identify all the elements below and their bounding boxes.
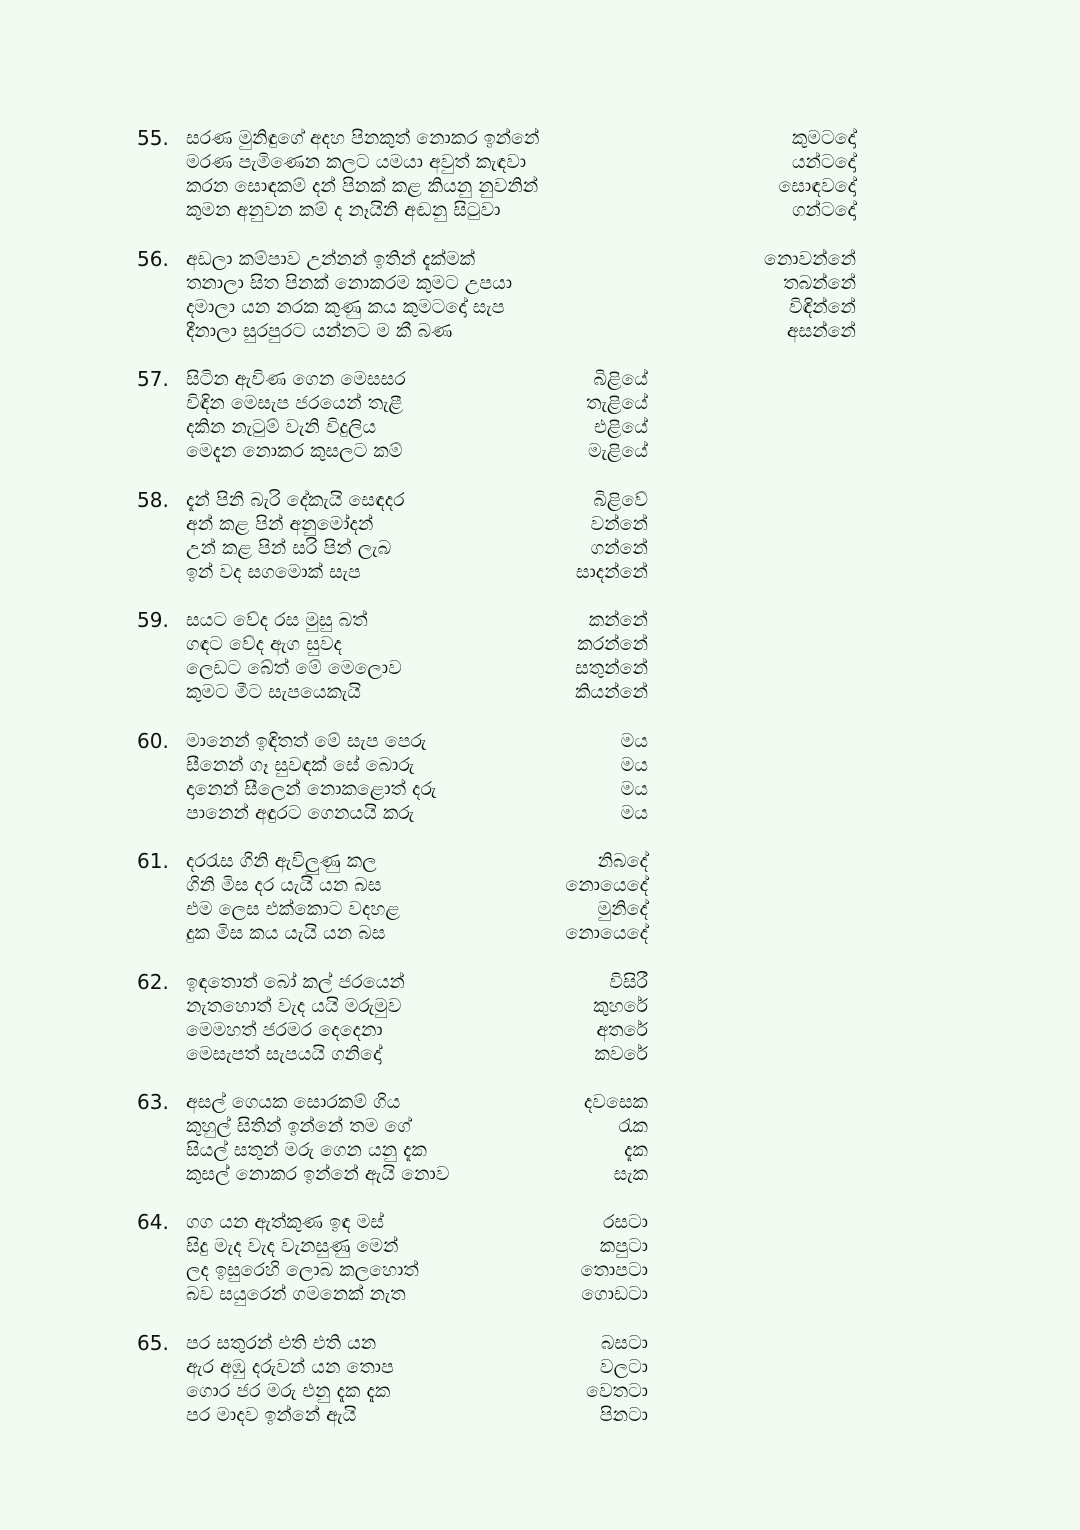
verse-line-ending: මුනිදේ (597, 898, 648, 920)
verse-line: බව සයුරෙන් ගමනෙක් නැත (186, 1283, 406, 1305)
verse-line-ending: කපුටා (599, 1235, 648, 1257)
verse-line-ending: මය (620, 802, 648, 824)
verse-line-ending: විඳින්නේ (788, 296, 856, 318)
verse-line-ending: මැළියේ (587, 440, 648, 462)
verse-line-ending: ගන්නේ (590, 537, 648, 559)
verse-line-ending: කවරේ (594, 1043, 648, 1065)
verse-line: ඉන් වද සගමොක් සැප (186, 561, 361, 583)
stanza-number: 63. (137, 1090, 169, 1114)
verse-line: දුක මිස කය යැයි යන බස (186, 922, 386, 944)
verse-line: සියල් සතුන් මරු ගෙන යනු දැක (186, 1139, 427, 1161)
verse-line: විඳින මෙසැප ජරයෙන් තැළී (186, 392, 403, 414)
verse-line: ඇර අඹු දරුවන් යන තොප (186, 1356, 394, 1378)
verse-line: කුමන අනුවන කම් ද නෑයිනි අඬනු සිටුවා (186, 199, 501, 221)
verse-line: ලෙඩට බේත් මේ මෙලොව (186, 657, 402, 679)
verse-line: පර සතුරන් එති එති යන (186, 1332, 377, 1354)
verse-line: ලද ඉසුරෙහි ලොබ කලහොත් (186, 1259, 419, 1281)
verse-line: සිදු මැද වැද වැනසුණු මෙන් (186, 1235, 399, 1257)
verse-line-ending: බිළිවේ (593, 489, 648, 511)
verse-line-ending: ගන්ටදෝ (791, 199, 856, 221)
verse-line-ending: කන්නේ (588, 609, 648, 631)
verse-line: සිටින ඇවිණ ගෙන මෙසසර (186, 368, 406, 390)
verse-line: මෙමහත් ජරමර දෙදෙනා (186, 1019, 383, 1041)
verse-line-ending: සොඳවදෝ (778, 175, 856, 197)
verse-line-ending: කුහරේ (593, 995, 648, 1017)
verse-line-ending: සාදන්නේ (575, 561, 648, 583)
verse-line: කුසල් නොකර ඉන්නේ ඇයි නොව (186, 1163, 450, 1185)
verse-line: දකින නැටුම් වැනි විදුලිය (186, 416, 377, 438)
stanza-number: 59. (137, 608, 169, 632)
verse-line: පර මාදව ඉන්නේ ඇයි (186, 1404, 357, 1426)
verse-line-ending: අතරේ (596, 1019, 648, 1041)
verse-line: දරරැස ගිනි ඇවිලුණු කල (186, 850, 377, 872)
verse-line: අඩලා කම්පාව උන්නන් ඉතින් දැක්මක් (186, 248, 476, 270)
verse-line-ending: දැක (624, 1139, 648, 1161)
verse-line-ending: යන්ටදෝ (791, 151, 856, 173)
verse-line: මානෙන් ඉඳිතත් මේ සැප පෙරු (186, 730, 427, 752)
verse-line: අන් කළ පින් අනුමෝදන් (186, 513, 374, 535)
verse-line-ending: වලටා (599, 1356, 648, 1378)
verse-line-ending: දවසෙක (583, 1091, 648, 1113)
stanza-number: 55. (137, 126, 169, 150)
verse-line-ending: තොපටා (580, 1259, 648, 1281)
verse-line: මෙදැන නොකර කුසලට කම් (186, 440, 403, 462)
verse-line-ending: රැක (618, 1115, 648, 1137)
verse-line: පානෙන් අඳුරට ගෙනයයි කරු (186, 802, 415, 824)
stanza-number: 60. (137, 729, 169, 753)
stanza-number: 62. (137, 970, 169, 994)
verse-line: මෙසැපත් සැපයයි ගනිදෝ (186, 1043, 382, 1065)
verse-line-ending: තබන්නේ (783, 272, 856, 294)
verse-line: කුහුල් සිතින් ඉන්නේ තම ගේ (186, 1115, 411, 1137)
verse-line: ගොර ජර මරු එනු දැක දැක (186, 1380, 391, 1402)
verse-line-ending: වෙතටා (586, 1380, 648, 1402)
verse-line-ending: විසිරී (609, 971, 648, 993)
verse-line-ending: රසටා (602, 1211, 648, 1233)
stanza-number: 64. (137, 1210, 169, 1234)
verse-line: අසල් ගෙයක සොරකම් ගිය (186, 1091, 401, 1113)
verse-line-ending: නොවන්නේ (763, 248, 856, 270)
verse-line: දානෙන් සීලෙන් නොකළොත් දරු (186, 778, 437, 800)
verse-line-ending: කුමටදෝ (791, 127, 856, 149)
verse-line: ගිනි මිස දර යැයි යන බස (186, 874, 382, 896)
stanza-number: 56. (137, 247, 169, 271)
verse-line-ending: ගොඩටා (581, 1283, 648, 1305)
verse-line: මරණ පැමිණෙන කලට යමයා අවුත් කැඳවා (186, 151, 527, 173)
verse-line-ending: පිනටා (599, 1404, 648, 1426)
verse-line: කරන සොඳකම් දන් පිනක් කළ කියනු නුවනින් (186, 175, 539, 197)
verse-line-ending: නොයෙදේ (565, 874, 648, 896)
verse-line-ending: වන්නේ (590, 513, 648, 535)
verse-line: දැන් පිනි බැරි දේකැයි සෙඳදර (186, 489, 405, 511)
verse-line-ending: කියන්නේ (575, 681, 648, 703)
verse-line-ending: එළියේ (594, 416, 648, 438)
stanza-number: 58. (137, 488, 169, 512)
verse-line: දීනාලා සුරපුරට යන්නට ම කී බණ (186, 320, 453, 342)
verse-line-ending: කරන්නේ (577, 633, 648, 655)
verse-line: ඉඳතොත් බෝ කල් ජරයෙන් (186, 971, 405, 993)
verse-line: ගග යන ඇත්කුණ ඉඳ මස් (186, 1211, 385, 1233)
stanza-number: 57. (137, 367, 169, 391)
verse-line: සයට වේද රස මුසු බත් (186, 609, 368, 631)
verse-line: ගඳට වේද ඇග සුවද (186, 633, 342, 655)
verse-line: නැතහොත් වැද යයි මරුමුව (186, 995, 402, 1017)
stanza-number: 65. (137, 1331, 169, 1355)
verse-line-ending: බිළියේ (593, 368, 648, 390)
stanza-number: 61. (137, 849, 169, 873)
verse-line: සීනෙන් ගෑ සුවඳක් සේ බොරු (186, 754, 415, 776)
verse-line-ending: මය (620, 730, 648, 752)
verse-line-ending: බසටා (600, 1332, 648, 1354)
verse-line: කුමට මීට සැපයෙකැයි (186, 681, 361, 703)
verse-line-ending: සතුන්නේ (575, 657, 648, 679)
verse-line-ending: නොයෙදේ (565, 922, 648, 944)
verse-line-ending: මය (620, 754, 648, 776)
verse-line-ending: අසන්නේ (786, 320, 856, 342)
verse-line: සරණ මුනිඳුගේ අදහ පිනකුත් නොකර ඉන්නේ (186, 127, 540, 149)
verse-line-ending: සැක (613, 1163, 648, 1185)
verse-line-ending: මය (620, 778, 648, 800)
verse-line-ending: තැළියේ (586, 392, 648, 414)
verse-line: දමාලා යන නරක කුණු කය කුමටදෝ සැප (186, 296, 505, 318)
verse-line-ending: නිබදේ (597, 850, 648, 872)
verse-line: තනාලා සිත පිනක් නොකරම කුමට උපයා (186, 272, 513, 294)
verse-line: එම ලෙස එක්කොට වදහළ (186, 898, 400, 920)
verse-line: උන් කළ පින් සරි පින් ලැබ (186, 537, 392, 559)
